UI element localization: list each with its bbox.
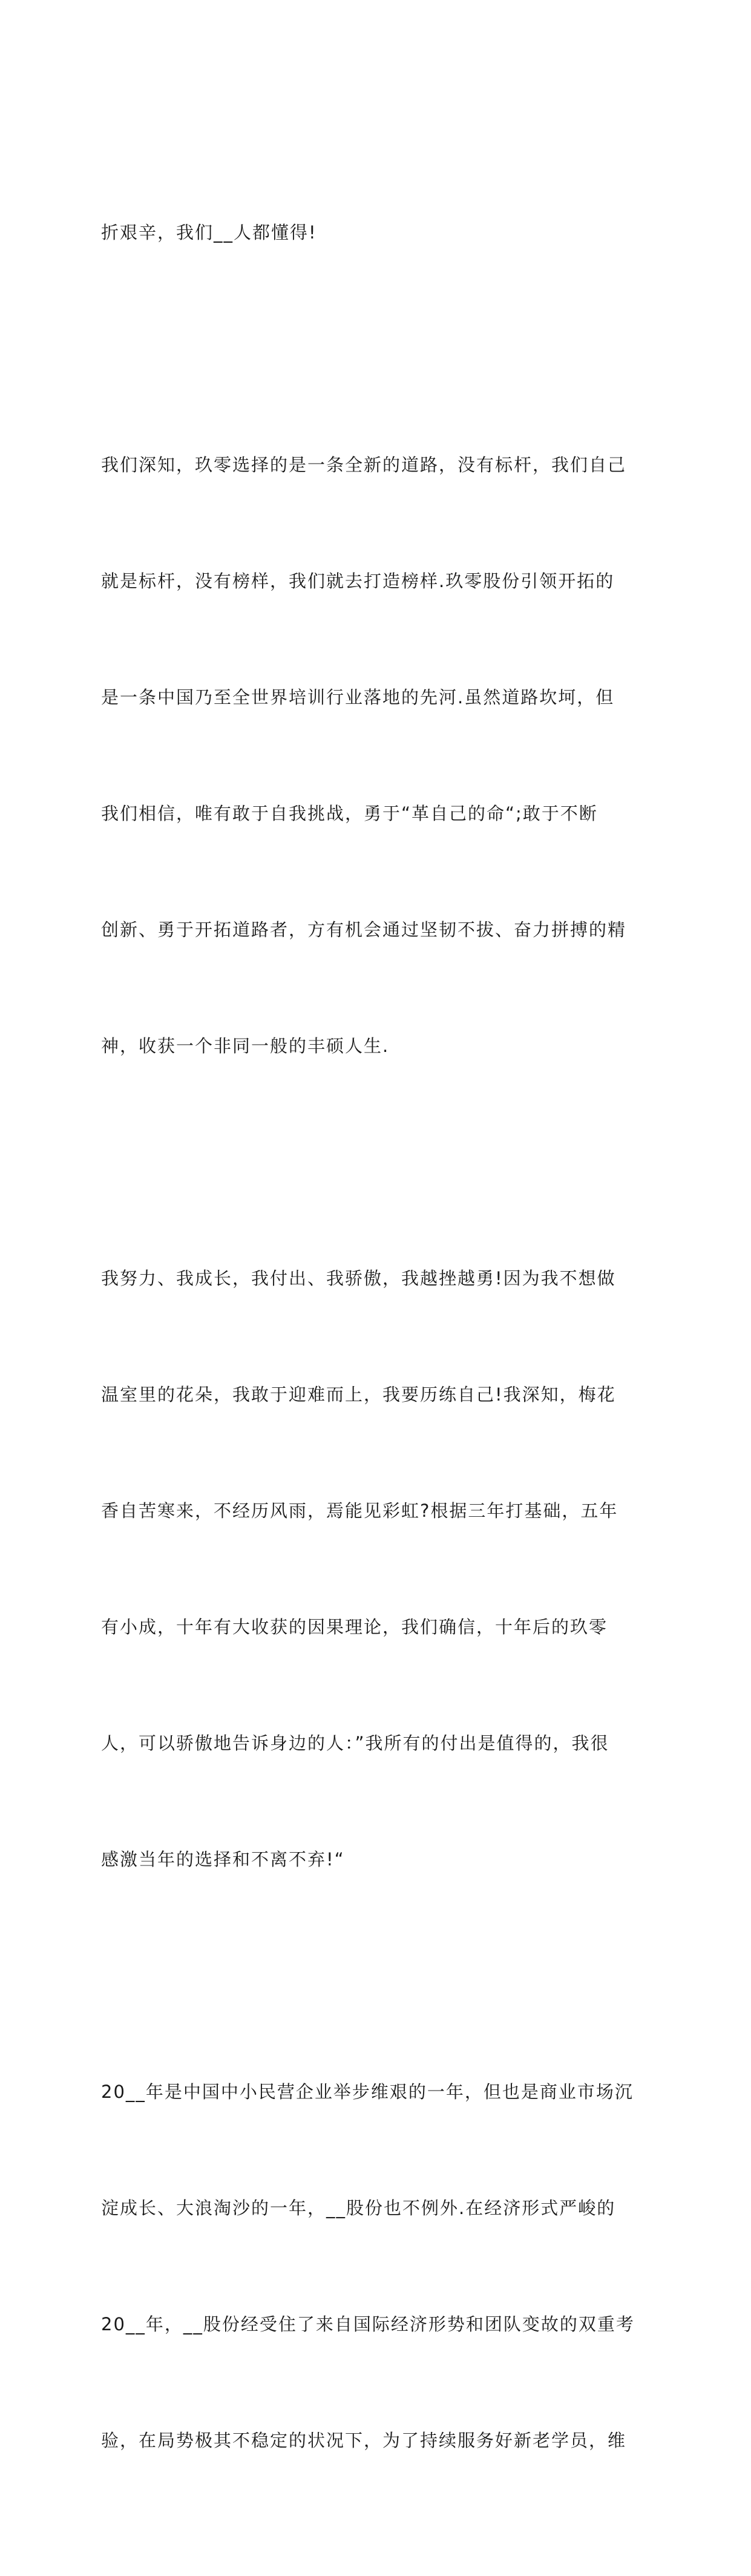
text-line: 感激当年的选择和不离不弃!“ <box>101 1849 345 1870</box>
text-line: 有小成，十年有大收获的因果理论，我们确信，十年后的玖零 <box>101 1617 608 1637</box>
text-line: 温室里的花朵，我敢于迎难而上，我要历练自己!我深知，梅花 <box>101 1384 616 1405</box>
text-line: 是一条中国乃至全世界培训行业落地的先河.虽然道路坎坷，但 <box>101 687 615 708</box>
text-line: 创新、勇于开拓道路者，方有机会通过坚韧不拔、奋力拼搏的精 <box>101 919 627 940</box>
text-line: 淀成长、大浪淘沙的一年，__股份也不例外.在经济形式严峻的 <box>101 2198 616 2218</box>
text-line: 折艰辛，我们__人都懂得! <box>101 222 317 243</box>
text-line: 20__年是中国中小民营企业举步维艰的一年，但也是商业市场沉 <box>101 2082 634 2102</box>
paragraph-3 <box>101 1181 664 1956</box>
text-line: 20__年，__股份经受住了来自国际经济形势和团队变故的双重考 <box>101 2314 635 2334</box>
document-body <box>101 136 664 2576</box>
text-line: 香自苦寒来，不经历风雨，焉能见彩虹?根据三年打基础，五年 <box>101 1500 618 1521</box>
text-line: 我努力、我成长，我付出、我骄傲，我越挫越勇!因为我不想做 <box>101 1268 616 1289</box>
text-line: 就是标杆，没有榜样，我们就去打造榜样.玖零股份引领开拓的 <box>101 571 615 591</box>
paragraph-2 <box>101 368 664 1143</box>
text-line: 验，在局势极其不稳定的状况下，为了持续服务好新老学员，维 <box>101 2430 627 2451</box>
text-line: 我们相信，唯有敢于自我挑战，勇于“革自己的命“;敢于不断 <box>101 803 598 824</box>
text-line: 神，收获一个非同一般的丰硕人生. <box>101 1036 390 1056</box>
paragraph-4 <box>101 1995 664 2537</box>
text-line: 人，可以骄傲地告诉身边的人：”我所有的付出是值得的，我很 <box>101 1733 609 1753</box>
paragraph-1 <box>101 136 664 329</box>
text-line: 我们深知，玖零选择的是一条全新的道路，没有标杆，我们自己 <box>101 455 627 475</box>
